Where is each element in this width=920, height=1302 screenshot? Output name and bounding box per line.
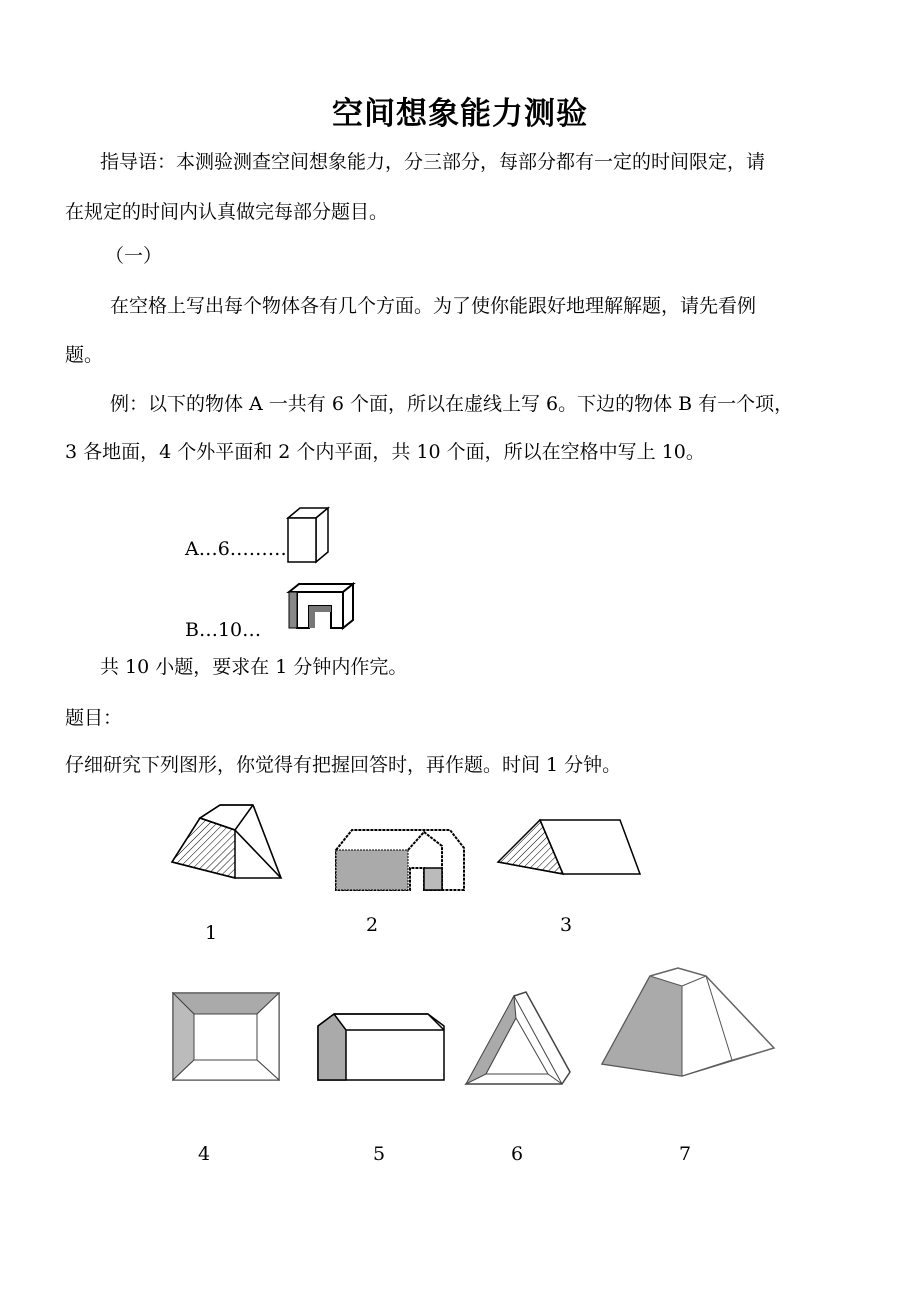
figure-7-frustum bbox=[598, 966, 778, 1080]
figure-5-house-prism bbox=[316, 1012, 446, 1084]
instruction-line-2: 题。 bbox=[65, 344, 104, 366]
figure-3-prism bbox=[495, 818, 645, 876]
figure-4-number: 4 bbox=[198, 1143, 211, 1165]
section-mark: （一） bbox=[105, 245, 163, 267]
page-title: 空间想象能力测验 bbox=[332, 96, 588, 132]
figure-5-number: 5 bbox=[373, 1143, 386, 1165]
figure-6-number: 6 bbox=[511, 1143, 524, 1165]
figure-2-number: 2 bbox=[366, 914, 379, 936]
figure-7-number: 7 bbox=[679, 1143, 692, 1165]
rule-text: 共 10 小题，要求在 1 分钟内作完。 bbox=[100, 656, 408, 678]
intro-line-1: 指导语：本测验测查空间想象能力，分三部分，每部分都有一定的时间限定，请 bbox=[100, 151, 766, 173]
figure-2-house-block bbox=[330, 826, 470, 896]
figure-1-truncated-pyramid bbox=[165, 804, 285, 884]
questions-heading: 题目： bbox=[65, 707, 123, 729]
instruction-line-1: 在空格上写出每个物体各有几个方面。为了使你能跟好地理解解题，请先看例 bbox=[110, 295, 757, 317]
example-line-1: 例：以下的物体 A 一共有 6 个面，所以在虚线上写 6。下边的物体 B 有一个项， bbox=[110, 393, 794, 415]
figure-4-frame bbox=[172, 992, 282, 1082]
figure-6-triangle-frame bbox=[464, 990, 574, 1086]
example-a-label: A…6……… bbox=[185, 538, 287, 560]
figure-3-number: 3 bbox=[560, 914, 573, 936]
figure-1-number: 1 bbox=[205, 922, 218, 944]
example-line-2: 3 各地面，4 个外平面和 2 个内平面，共 10 个面，所以在空格中写上 10。 bbox=[65, 441, 705, 463]
example-a-cube-figure bbox=[285, 506, 335, 562]
example-b-label: B…10… bbox=[185, 619, 262, 641]
example-b-arch-figure bbox=[287, 582, 357, 630]
intro-line-2: 在规定的时间内认真做完每部分题目。 bbox=[65, 201, 389, 223]
questions-instruction: 仔细研究下列图形，你觉得有把握回答时，再作题。时间 1 分钟。 bbox=[65, 754, 622, 776]
